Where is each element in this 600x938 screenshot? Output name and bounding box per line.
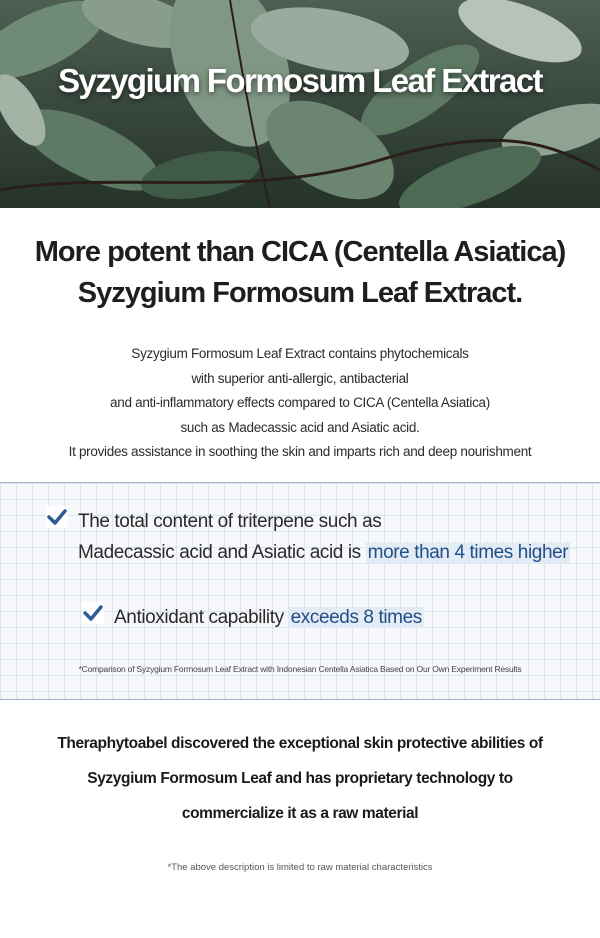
check-icon	[82, 602, 104, 624]
hero-title: Syzygium Formosum Leaf Extract	[58, 62, 542, 99]
headline-line-1: More potent than CICA (Centella Asiatica)	[34, 236, 566, 268]
disclaimer-footnote: *The above description is limited to raw material characteristics	[167, 862, 433, 873]
description-line: with superior anti-allergic, antibacterial	[191, 370, 409, 386]
claim-antioxidant-highlight: exceeds 8 times	[290, 607, 422, 628]
headline-line-2: Syzygium Formosum Leaf Extract.	[77, 277, 523, 309]
claim-triterpene-line-1: The total content of triterpene such as	[78, 511, 382, 532]
claim-triterpene-highlight: more than 4 times higher	[367, 542, 569, 563]
outro-line: Theraphytoabel discovered the exceptional skin protective abilities of	[57, 735, 543, 752]
claim-triterpene	[46, 506, 570, 568]
hero-banner	[0, 0, 600, 208]
outro-line: Syzygium Formosum Leaf and has proprietary technology to	[87, 770, 513, 787]
check-icon	[46, 506, 68, 528]
description-line: such as Madecassic acid and Asiatic acid.	[180, 419, 420, 435]
claim-triterpene-line-2	[78, 537, 570, 568]
outro-line: commercialize it as a raw material	[181, 805, 419, 822]
claim-antioxidant	[82, 602, 424, 633]
description-line: It provides assistance in soothing the skin and imparts rich and deep nourishment	[68, 444, 532, 459]
description	[0, 342, 600, 465]
outro-statement	[0, 726, 600, 831]
leaf-background-image	[0, 0, 600, 208]
intro-section	[0, 208, 600, 465]
description-line: Syzygium Formosum Leaf Extract contains phytochemicals	[131, 346, 469, 361]
claim-triterpene-text: Madecassic acid and Asiatic acid is	[78, 542, 366, 563]
comparison-footnote: *Comparison of Syzygium Formosum Leaf Extract with Indonesian Centella Asiatica Based on Our Own Experiment Results	[78, 664, 522, 674]
claim-antioxidant-line	[114, 602, 424, 633]
description-line: and anti-inflammatory effects compared to CICA (Centella Asiatica)	[110, 395, 490, 410]
claim-antioxidant-text: Antioxidant capability	[114, 607, 289, 628]
headline	[0, 232, 600, 314]
